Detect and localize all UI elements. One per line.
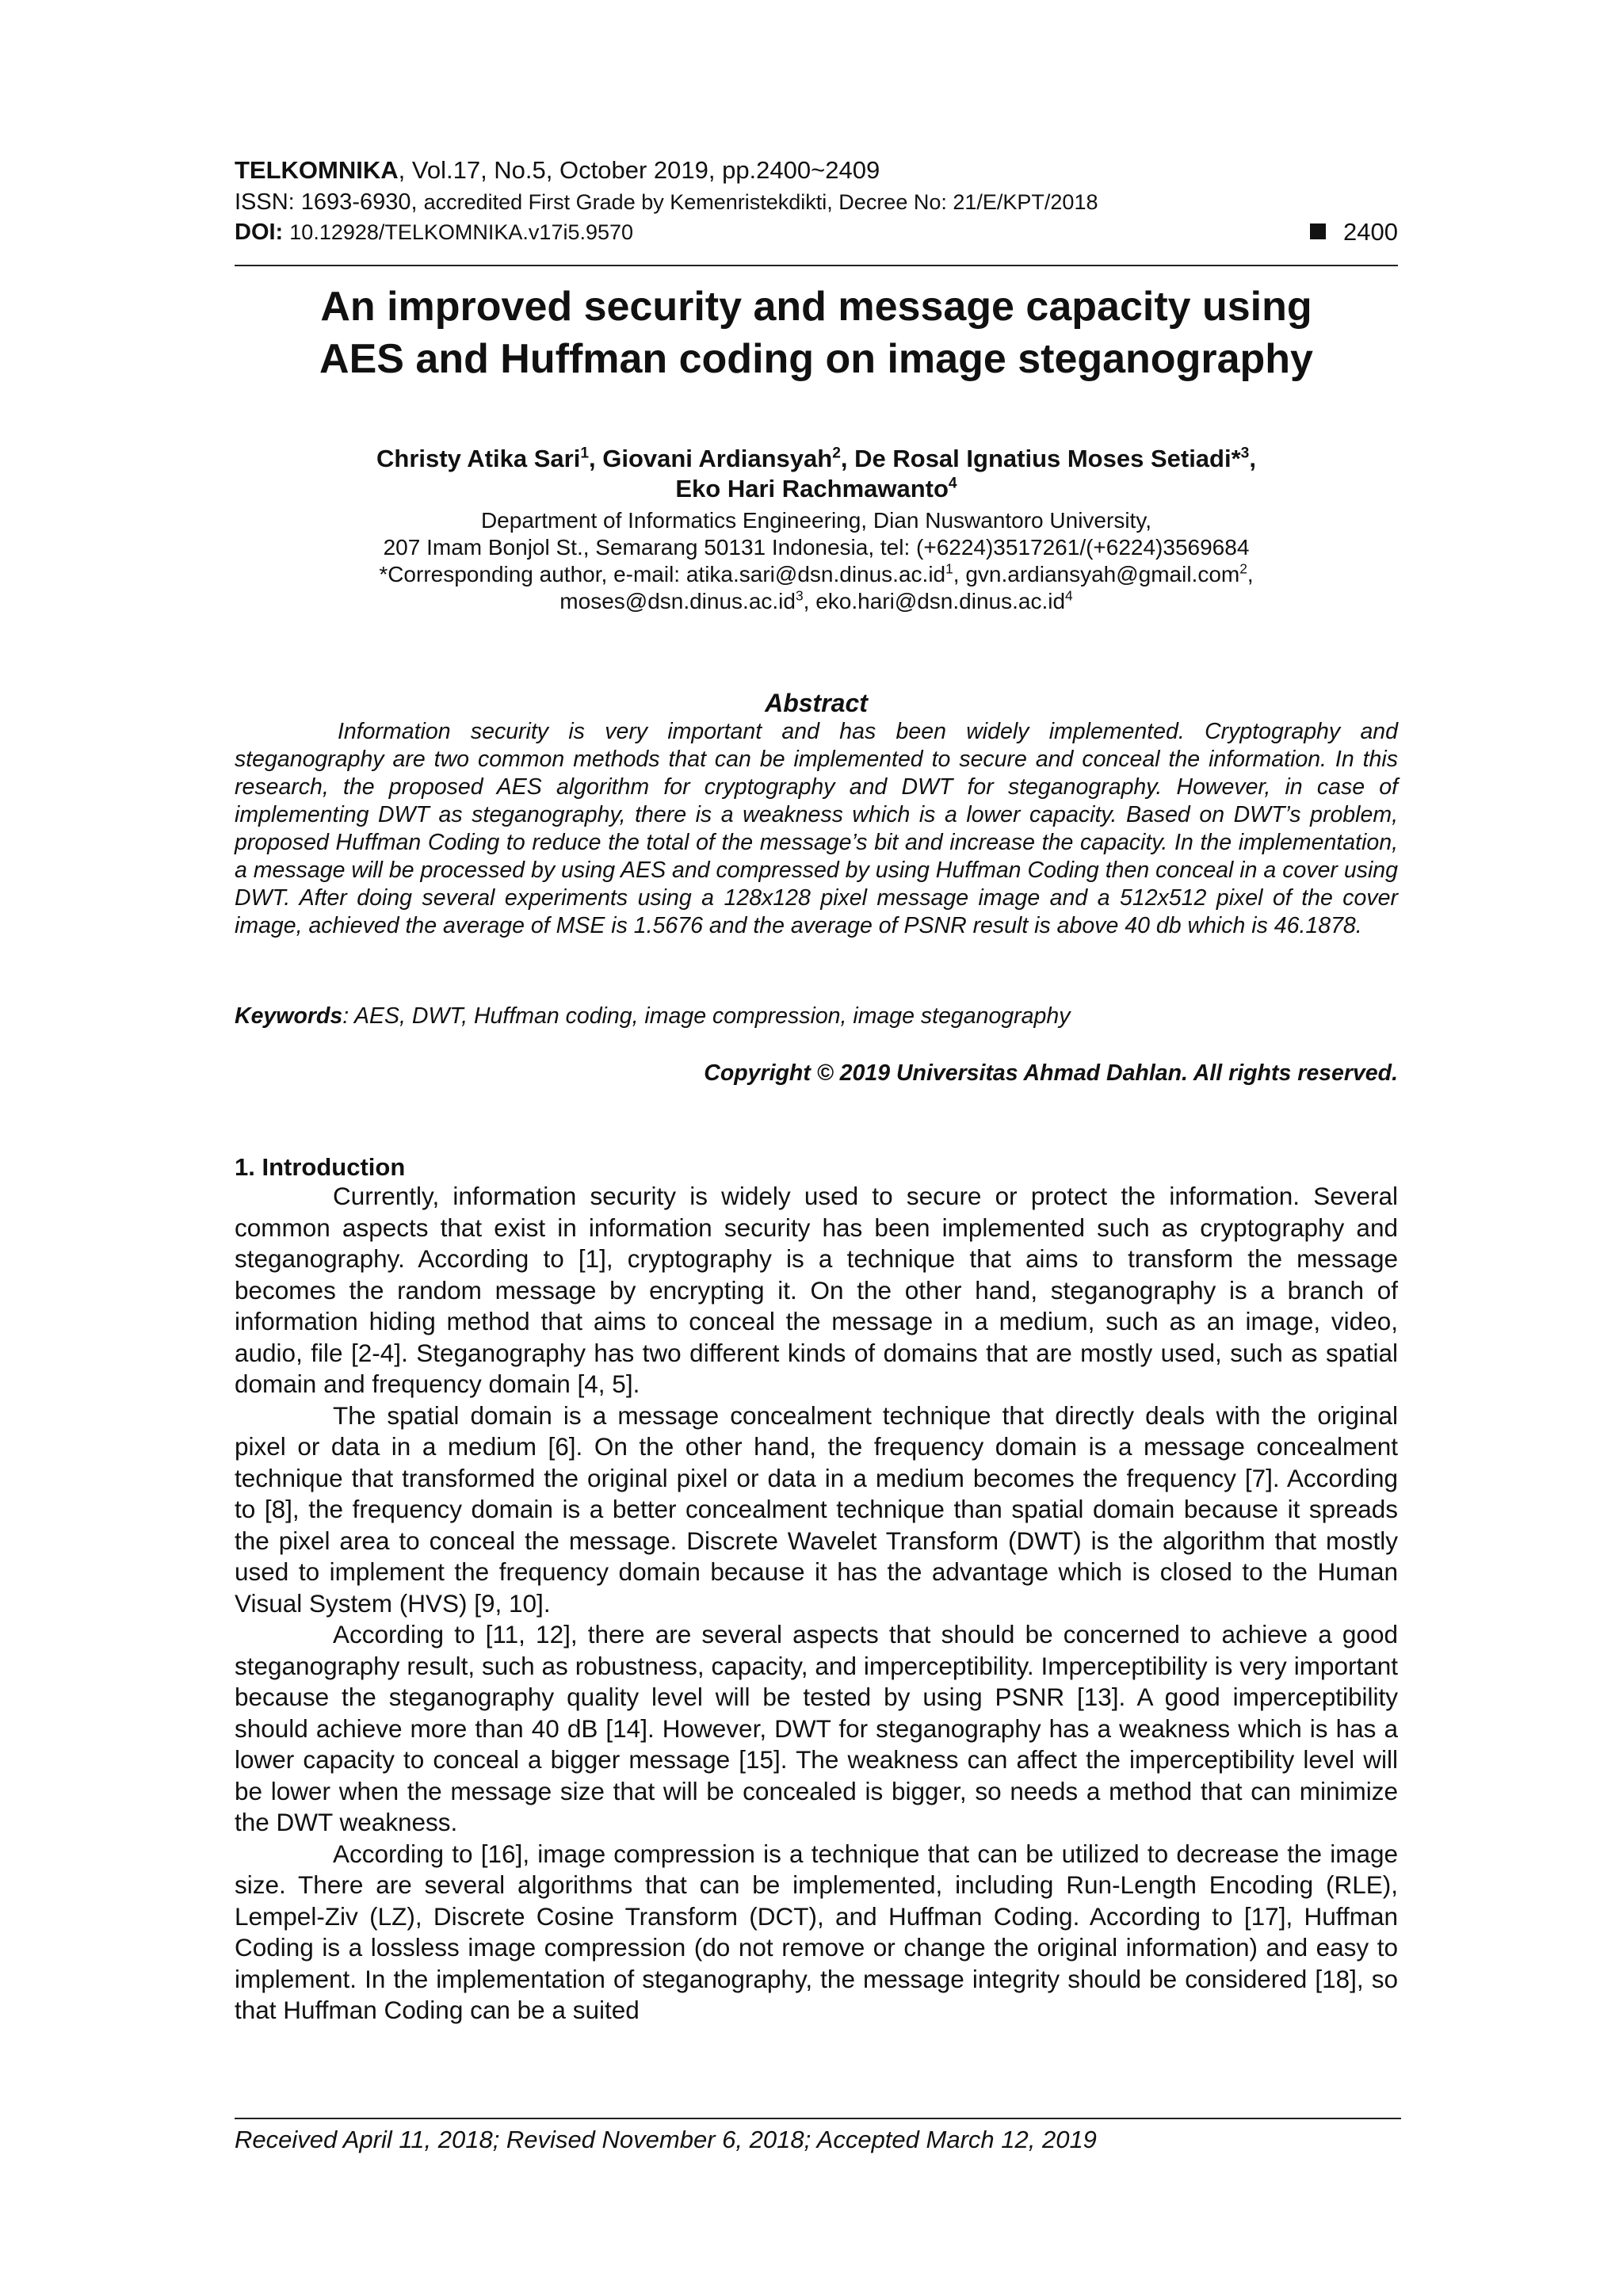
email-comma: , — [1247, 562, 1254, 586]
intro-paragraph-2: The spatial domain is a message concealment technique that directly deals with the original pixel or data in a medium [6]. On the other hand, the frequency domain is a message concealment technique that transformed the original pixel or data in a medium becomes the frequency [7]. According to [8], the frequency domain is a better concealment technique than spatial domain because it spreads the pixel area to conceal the message. Discrete Wavelet Transform (DWT) is the algorithm that mostly used to implement the frequency domain because it has the advantage which is closed to the Human Visual System (HVS) [9, 10]. — [235, 1400, 1398, 1618]
abstract-text: Information security is very important and has been widely implemented. Cryptography and steganography are two common methods that can be implemented to secure and conceal the information. In this research, the proposed AES algorithm for cryptography and DWT for steganography. However, in case of implementing DWT as steganography, there is a weakness which is a lower capacity. Based on DWT’s problem, proposed Huffman Coding to reduce the total of the message’s bit and increase the capacity. In the implementation, a message will be processed by using AES and compressed by using Huffman Coding then conceal in a cover using DWT. After doing several experiments using a 128x128 pixel message image and a 512x512 pixel of the cover image, achieved the average of MSE is 1.5676 and the average of PSNR result is above 40 db which is 46.1878. — [235, 719, 1398, 938]
header-rule — [235, 265, 1398, 266]
issn-line — [235, 187, 1398, 217]
doi-line — [235, 217, 1398, 247]
keywords-text: : AES, DWT, Huffman coding, image compression, image steganography — [342, 1003, 1071, 1029]
author-2-sup: 2 — [832, 445, 841, 462]
issn-label: ISSN: 1693-6930, — [235, 189, 418, 215]
affiliation-email-line-2 — [235, 588, 1398, 615]
email-4-sup: 4 — [1065, 587, 1073, 604]
author-1-sup: 1 — [580, 445, 589, 462]
keywords-label: Keywords — [235, 1003, 343, 1029]
email-3-sup: 3 — [795, 587, 804, 604]
title-line-2: AES and Huffman coding on image steganography — [319, 336, 1313, 382]
author-list — [235, 444, 1398, 504]
square-bullet-icon — [1310, 223, 1326, 239]
intro-paragraph-1: Currently, information security is widely used to secure or protect the information. Several common aspects that exist in information security has been implemented such as cryptography and steganography. According to [1], cryptography is a technique that aims to transform the message becomes the random message by encrypting it. On the other hand, steganography is a branch of information hiding method that aims to conceal the message in a medium, such as an image, video, audio, file [2-4]. Steganography has two different kinds of domains that are mostly used, such as spatial domain and frequency domain [4, 5]. — [235, 1182, 1398, 1398]
doi-value: 10.12928/TELKOMNIKA.v17i5.9570 — [289, 220, 634, 244]
author-3-sup: 3 — [1240, 445, 1250, 462]
journal-name: TELKOMNIKA — [235, 156, 399, 184]
author-4: Eko Hari Rachmawanto — [675, 475, 949, 502]
journal-volume: , Vol.17, No.5, October 2019, pp.2400~2409 — [398, 156, 880, 184]
email-3: moses@dsn.dinus.ac.id — [559, 589, 796, 613]
doi-label: DOI: — [235, 220, 284, 245]
affiliation-address: 207 Imam Bonjol St., Semarang 50131 Indonesia, tel: (+6224)3517261/(+6224)3569684 — [383, 535, 1250, 560]
author-2: , Giovani Ardiansyah — [589, 445, 833, 472]
journal-line — [235, 155, 1398, 185]
footer-rule — [235, 2118, 1401, 2119]
copyright-notice: Copyright © 2019 Universitas Ahmad Dahlan. All rights reserved. — [704, 1060, 1398, 1086]
intro-paragraph-4: According to [16], image compression is a technique that can be utilized to decrease the image size. There are several algorithms that can be implemented, including Run-Length Encoding (RLE), Lempel-Ziv (LZ), Discrete Cosine Transform (DCT), and Huffman Coding. According to [17], Huffman Coding is a lossless image compression (do not remove or change the original information) and easy to implement. In the implementation of steganography, the message integrity should be considered [18], so that Huffman Coding can be a suited — [235, 1839, 1398, 2024]
section-heading-introduction: 1. Introduction — [235, 1153, 406, 1181]
title-line-1: An improved security and message capacity using — [320, 284, 1312, 330]
authors-line-1 — [235, 444, 1398, 474]
page-number-value: 2400 — [1343, 218, 1398, 246]
issn-accreditation: accredited First Grade by Kemenristekdikti, Decree No: 21/E/KPT/2018 — [423, 190, 1098, 214]
author-4-sup: 4 — [948, 475, 957, 492]
email-2-sup: 2 — [1239, 560, 1247, 577]
introduction-body — [235, 1181, 1398, 2027]
paper-title — [235, 281, 1398, 385]
abstract-heading: Abstract — [765, 689, 868, 717]
email-4: , eko.hari@dsn.dinus.ac.id — [803, 589, 1066, 613]
affiliation-department: Department of Informatics Engineering, Dian Nuswantoro University, — [480, 508, 1152, 533]
page-number — [1310, 217, 1398, 247]
keywords — [235, 1002, 1398, 1030]
authors-line-2 — [235, 474, 1398, 504]
email-2: , gvn.ardiansyah@gmail.com — [953, 562, 1240, 586]
author-3-comma: , — [1249, 445, 1256, 472]
author-3: , De Rosal Ignatius Moses Setiadi* — [840, 445, 1241, 472]
email-1-sup: 1 — [945, 560, 953, 577]
author-1: Christy Atika Sari — [376, 445, 581, 472]
affiliation-email-line-1 — [235, 561, 1398, 588]
email-1: *Corresponding author, e-mail: atika.sari@dsn.dinus.ac.id — [379, 562, 946, 586]
affiliation — [235, 507, 1398, 615]
received-dates: Received April 11, 2018; Revised November 6, 2018; Accepted March 12, 2019 — [235, 2126, 1097, 2153]
intro-paragraph-3: According to [11, 12], there are several aspects that should be concerned to achieve a good steganography result, such as robustness, capacity, and imperceptibility. Imperceptibility is very important because the steganography quality level will be tested by using PSNR [13]. A good imperceptibility should achieve more than 40 dB [14]. However, DWT for steganography has a weakness which is has a lower capacity to conceal a bigger message [15]. The weakness can affect the imperceptibility level will be lower when the message size that will be concealed is bigger, so needs a method that can minimize the DWT weakness. — [235, 1620, 1398, 1836]
